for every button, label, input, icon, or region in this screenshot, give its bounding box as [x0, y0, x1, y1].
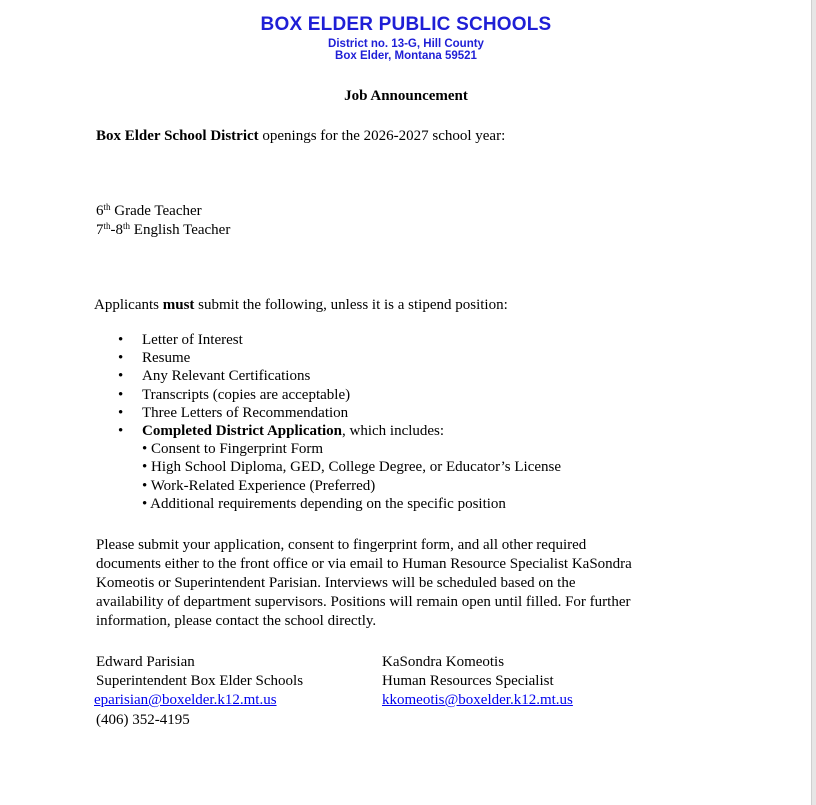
application-subitem [118, 458, 561, 476]
requirements-intro-text: Applicants [94, 297, 163, 313]
list-item [118, 404, 561, 422]
subitem-text: • Consent to Fingerprint Form [142, 441, 324, 458]
announcement-title: Job Announcement [344, 88, 468, 104]
ordinal-suffix: th [123, 221, 131, 231]
contact-email-link[interactable]: eparisian@boxelder.k12.mt.us [94, 692, 277, 708]
application-title: Completed District Application [142, 423, 342, 440]
subitem-text: • Additional requirements depending on the specific position [142, 495, 506, 512]
list-item-text: Resume [142, 350, 191, 367]
paragraph-line: information, please contact the school directly. [96, 613, 377, 629]
requirements-intro-text: submit the following, unless it is a stipend position: [194, 297, 508, 313]
bullet-icon: • [118, 368, 124, 385]
position-title: Grade Teacher [110, 203, 202, 219]
application-subitem [118, 440, 561, 458]
list-item-text: Letter of Interest [142, 332, 243, 348]
requirements-intro [94, 296, 508, 314]
district-name: Box Elder School District [96, 128, 259, 144]
school-name-heading: BOX ELDER PUBLIC SCHOOLS [260, 14, 552, 35]
ordinal-suffix: th [103, 202, 111, 212]
district-line: District no. 13-G, Hill County [328, 38, 484, 50]
subitem-text: • High School Diploma, GED, College Degree, or Educator’s License [142, 459, 562, 476]
position-title: English Teacher [130, 222, 231, 238]
position-number: 6 [96, 203, 104, 219]
position-number: 7 [96, 222, 104, 238]
address-line: Box Elder, Montana 59521 [335, 50, 477, 62]
position-english [96, 221, 230, 239]
contact-name: KaSondra Komeotis [382, 654, 505, 670]
list-item [118, 349, 561, 367]
subitem-text: • Work-Related Experience (Preferred) [142, 477, 376, 494]
list-item-text: Transcripts (copies are acceptable) [142, 386, 351, 403]
application-subitem [118, 495, 561, 513]
bullet-icon: • [118, 350, 124, 367]
position-number-range: -8 [110, 222, 124, 238]
bullet-icon: • [118, 404, 124, 421]
paragraph-line: documents either to the front office or via email to Human Resource Specialist KaSondra [96, 556, 632, 572]
emphasis-must: must [162, 297, 195, 313]
paragraph-line: Komeotis or Superintendent Parisian. Interviews will be scheduled based on the [96, 575, 576, 591]
position-6th-grade [96, 202, 202, 220]
list-item [118, 331, 561, 349]
bullet-icon: • [118, 332, 124, 348]
bullet-icon: • [118, 386, 124, 403]
list-item-text: Three Letters of Recommendation [142, 404, 349, 421]
bullet-icon: • [118, 423, 124, 440]
ordinal-suffix: th [103, 221, 111, 231]
list-item-application [118, 422, 561, 440]
list-item-text: Any Relevant Certifications [142, 368, 311, 385]
contact-email-link[interactable]: kkomeotis@boxelder.k12.mt.us [382, 692, 573, 708]
contact-title: Superintendent Box Elder Schools [96, 673, 304, 689]
list-item [118, 367, 561, 385]
list-item [118, 386, 561, 404]
contact-title: Human Resources Specialist [382, 673, 554, 689]
paragraph-line: Please submit your application, consent to fingerprint form, and all other required [96, 537, 587, 553]
application-rest: , which includes: [342, 423, 445, 440]
contact-name: Edward Parisian [96, 654, 195, 670]
closing-paragraph [96, 536, 686, 631]
intro-rest: openings for the 2026-2027 school year: [258, 128, 506, 144]
requirements-list [118, 331, 561, 513]
page-edge-scrollbar [811, 0, 816, 805]
application-subitem [118, 477, 561, 495]
paragraph-line: availability of department supervisors. Positions will remain open until filled. For further [96, 594, 631, 610]
contact-phone: (406) 352-4195 [96, 712, 190, 728]
intro-line [96, 127, 505, 145]
